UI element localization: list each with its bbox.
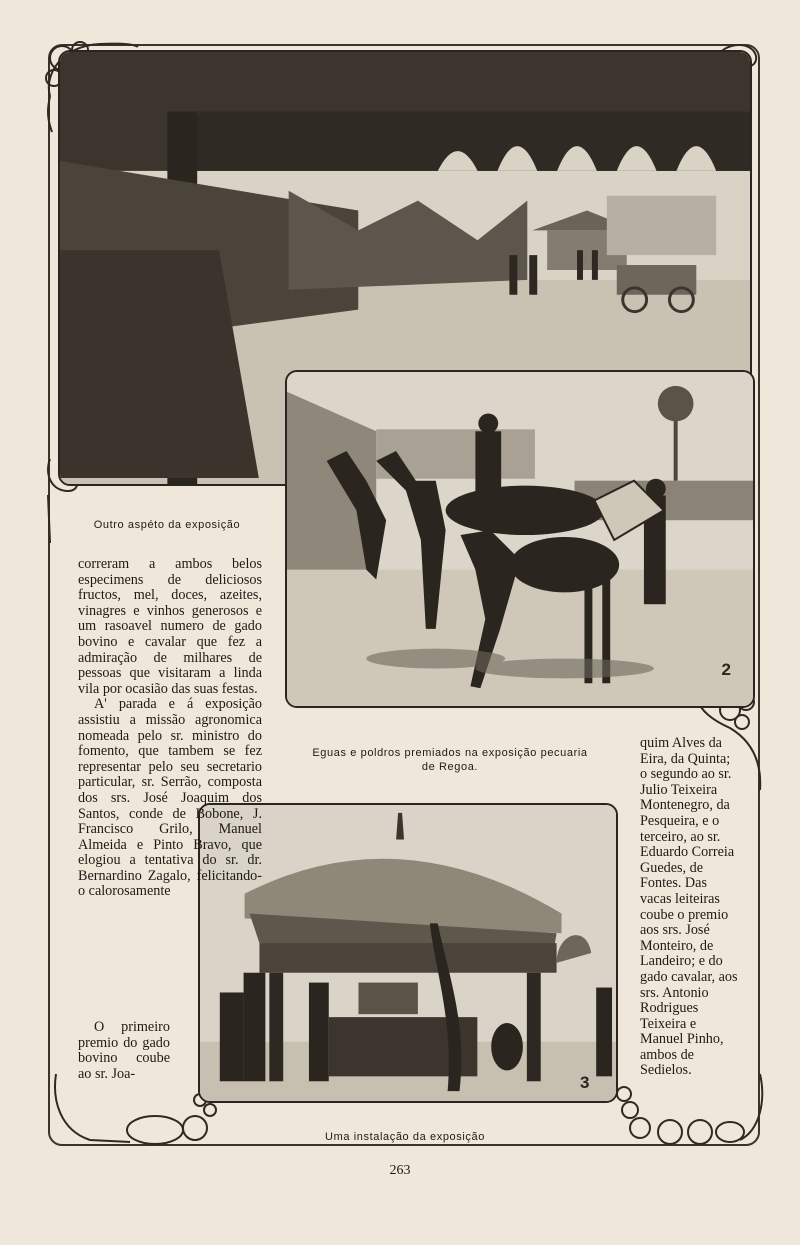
fruit-ornament-bottom-right — [600, 1070, 770, 1150]
article-paragraph-2: A' parada e á exposição assistiu a missão agronomica nomeada pelo sr. ministro do fomento, que tambem se fez representar pelo seu secretario particular, sr. Serrão, composta dos srs. José Joaquim dos Santos, conde de Bobone, J. Francisco Grilo, Manuel Almeida e Pinto Bravo, que elogiou a tentativa do sr. dr. Bernardino Zagalo, felicitando-o calorosamente — [78, 696, 262, 900]
photo-number-2: 2 — [721, 660, 731, 679]
article-paragraph-1: correram a ambos belos especimens de deliciosos fructos, mel, doces, azeites, vinagres e vinhos generosos e um rasoavel numero de gado bovino e cavalar que fez a admiração de milhares de pessoas que visitaram a linda vila por ocasião das suas festas. — [78, 556, 262, 697]
article-left-column — [78, 557, 262, 900]
article-paragraph-4: quim Alves da Eira, da Quinta; o segundo ao sr. Julio Teixeira Montenegro, da Pesqueira, e o terceiro, ao sr. Eduardo Correia Guedes, de Fontes. Das vacas leiteiras coube o premio aos srs. José Monteiro, de Landeiro; e do gado cavalar, aos srs. Antonio Rodrigues Teixeira e Manuel Pinho, ambos de Sedielos. — [640, 735, 738, 1079]
article-right-column — [640, 736, 740, 1079]
caption-exhibition-pavilion: Uma instalação da exposição — [325, 1131, 485, 1143]
article-paragraph-3: O primeiro premio do gado bovino coube ao sr. Joa- — [78, 1019, 170, 1082]
photo-prize-mares-and-foals — [285, 370, 755, 708]
caption-exhibition-grounds: Outro aspéto da exposição — [93, 519, 241, 531]
page-number: 263 — [389, 1163, 411, 1178]
caption-prize-mares-and-foals: Eguas e poldros premiados na exposição pecuaria de Regoa. — [312, 747, 588, 773]
photo-number-3: 3 — [580, 1073, 590, 1092]
article-left-column-lower — [78, 1020, 170, 1082]
